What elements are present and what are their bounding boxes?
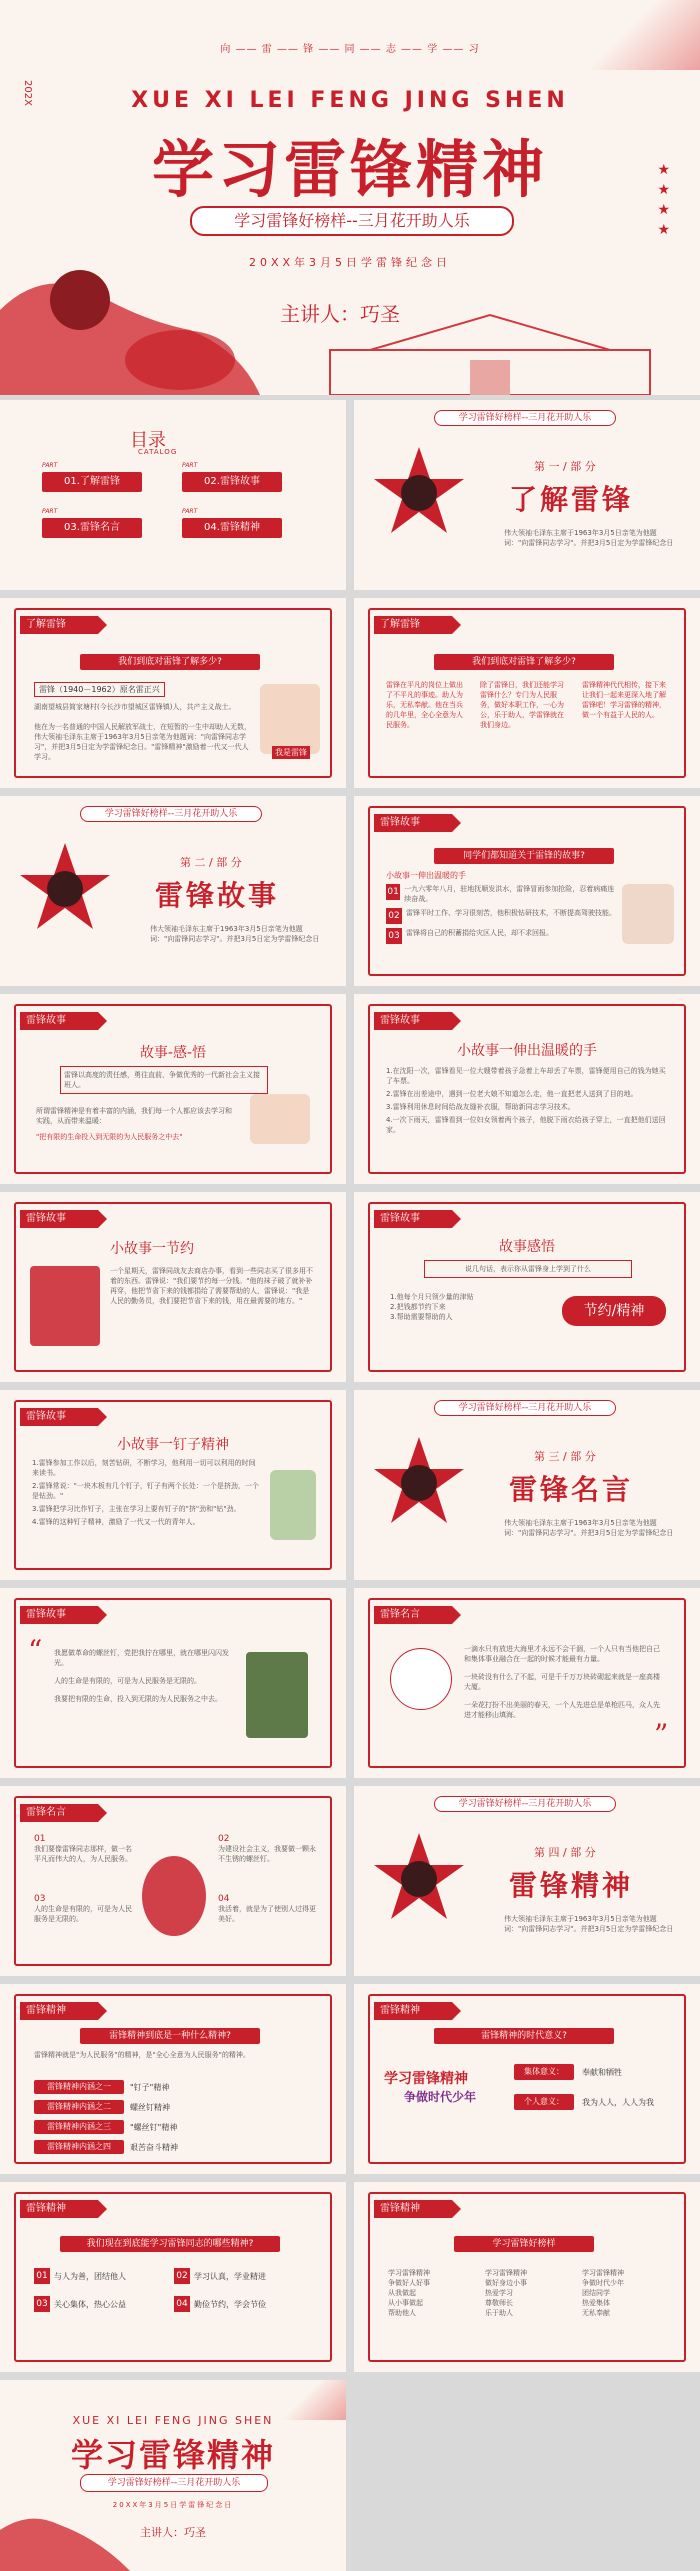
lei-feng-portrait-icon [0, 250, 260, 395]
era-significance-slide[interactable] [354, 1984, 700, 2174]
story-item: 01 一九六零年八月，驻地抚顺发洪水，雷锋冒雨参加抢险，忍着病痛连续奋战。 [387, 885, 615, 903]
quote-line: 我愿做革命的螺丝钉，党把我拧在哪里，就在哪里闪闪发光。 [54, 1649, 229, 1667]
story-text: 一个星期天，雷锋同战友去商店办事，看到一些同志买了很多用不着的东西。雷锋说："我们要节约每一分钱。"他的袜子破了就补补再穿，他把节省下来的钱都捐给了需要帮助的人，雷锋说："我是人民的勤务员，我们要把节省下来的钱，用在最需要的地方。" [110, 1267, 313, 1305]
intro-col-2: 除了雷锋日，我们还能学习雷锋什么？专门为人民服务，做好本职工作，一心为公，乐于助人，学雷锋就在我们身边。 [480, 681, 564, 729]
story-subtitle: 小故事一伸出温暖的手 [386, 871, 466, 880]
reflection-text: 所谓雷锋精神是有着丰富的内涵，我们每一个人都应该去学习和实践，从而带来温暖： [36, 1107, 232, 1125]
section-tag: 雷锋故事 [374, 814, 452, 832]
section-tag: 雷锋精神 [374, 2200, 452, 2218]
story-thrift-slide[interactable] [0, 1192, 346, 1382]
insight-line: 2.把钱都节约下来 [390, 1303, 446, 1311]
pinyin-title: XUE XI LEI FENG JING SHEN [131, 88, 569, 113]
section-tag: 了解雷锋 [374, 616, 452, 634]
question-banner: 我们现在到底能学习雷锋同志的哪些精神? [60, 2236, 280, 2252]
section-desc: 伟大领袖毛泽东主席于1963年3月5日亲笔为他题词："向雷锋同志学习"。并把3月5日定为学雷锋纪念日 [504, 1915, 674, 1933]
part-label: PART [42, 462, 58, 469]
section-3-slide[interactable] [354, 1390, 700, 1580]
story-item: 03 雷锋将自己的积蓄捐给灾区人民，却不求回报。 [386, 928, 616, 944]
question-banner: 我们到底对雷锋了解多少? [434, 654, 614, 670]
story-line: 4.雷锋的这种钉子精神，激励了一代又一代的青年人。 [32, 1518, 200, 1526]
section-tag: 雷锋故事 [374, 1012, 452, 1030]
meaning-value: "螺丝钉"精神 [130, 2122, 178, 2132]
meaning-value: 艰苦奋斗精神 [130, 2142, 178, 2152]
toc-item-2[interactable]: 02.雷锋故事 [182, 472, 282, 492]
story-line: 1.雷锋参加工作以后，刻苦钻研，不断学习，他利用一切可以利用的时间来读书。 [32, 1459, 256, 1477]
meaning-label: 雷锋精神内涵之四 [34, 2140, 124, 2154]
meaning-text: 雷锋精神就是"为人民服务"的精神，是"全心全意为人民服务"的精神。 [34, 2051, 250, 2059]
quote-text: 人的生命是有限的，可是为人民服务是无限的。 [34, 1905, 132, 1923]
section-tag: 雷锋名言 [20, 1804, 98, 1822]
question-banner: 同学们都知道关于雷锋的故事? [434, 848, 614, 864]
significance-value: 奉献和牺牲 [582, 2067, 622, 2077]
quote-line: 我要把有限的生命，投入到无限的为人民服务之中去。 [54, 1695, 222, 1703]
story-list-slide[interactable] [354, 796, 700, 986]
header-ribbon: 学习雷锋好榜样--三月花开助人乐 [80, 806, 262, 822]
close-quote-icon: ” [654, 1718, 669, 1751]
meaning-value: "钉子"精神 [130, 2082, 170, 2092]
section-tag: 雷锋故事 [374, 1210, 452, 1228]
insight-box: 说几句话，表示你从雷锋身上学到了什么 [424, 1260, 632, 1278]
part-number: 第 一 / 部 分 [534, 460, 596, 473]
section-desc: 伟大领袖毛泽东主席于1963年3月5日亲笔为他题词："向雷锋同志学习"。并把3月5日定为学雷锋纪念日 [504, 1519, 674, 1537]
quotes-grid-slide[interactable] [0, 1786, 346, 1976]
learn-item: 03 关心集体，热心公益 [34, 2296, 174, 2312]
section-title: 雷锋名言 [509, 1473, 634, 1506]
reflection-quote: "把有限的生命投入到无限的为人民服务之中去" [36, 1133, 183, 1141]
toc-item-1[interactable]: 01.了解雷锋 [42, 472, 142, 492]
quote-num: 02 [218, 1834, 230, 1844]
story-line: 4.一次下雨天，雷锋看到一位妇女领着两个孩子，他脱下雨衣给孩子穿上，一直把他们送回家。 [386, 1116, 666, 1134]
learn-item: 04 勤俭节约，学会节俭 [174, 2296, 314, 2312]
learn-item: 02 学习认真，学业精进 [174, 2268, 314, 2284]
section-title: 雷锋故事 [155, 879, 280, 912]
spirit-meaning-slide[interactable] [0, 1984, 346, 2174]
subtitle-ribbon: 学习雷锋好榜样--三月花开助人乐 [190, 206, 514, 236]
subtitle-ribbon: 学习雷锋好榜样--三月花开助人乐 [80, 2474, 268, 2492]
cartoon-elder-icon [622, 884, 674, 944]
story-title: 小故事一节约 [110, 1241, 194, 1257]
banner-line-2: 争做时代少年 [404, 2090, 477, 2104]
open-quote-icon: “ [28, 1634, 43, 1667]
section-1-slide[interactable] [354, 400, 700, 590]
story-title: 小故事一伸出温暖的手 [457, 1043, 597, 1059]
story-item: 02 雷锋平时工作、学习很刻苦，他积极钻研技术，不断提高驾驶技能。 [386, 908, 616, 924]
story-line: 3.雷锋利用休息时间给战友缝补衣服，帮助新同志学习技术。 [386, 1103, 575, 1111]
toc-item-4[interactable]: 04.雷锋精神 [182, 518, 282, 538]
quote-text: 我们要像雷锋同志那样，做一名平凡而伟大的人，为人民服务。 [34, 1845, 132, 1863]
header-ribbon: 学习雷锋好榜样--三月花开助人乐 [434, 410, 616, 426]
story-reflection-slide[interactable] [0, 994, 346, 1184]
learn-item: 01 与人为善，团结他人 [34, 2268, 174, 2284]
toc-title: 目录 [130, 430, 166, 451]
toc-catalog: CATALOG [138, 448, 178, 456]
main-title: 学习雷锋精神 [151, 133, 548, 206]
story-line: 2.雷锋在出差途中，遇到一位老大娘不知道怎么走，他一直把老人送到了目的地。 [386, 1090, 638, 1098]
section-tag: 雷锋精神 [20, 2200, 98, 2218]
intro-p2: 他在为一名普通的中国人民解放军战士，在短暂的一生中却助人无数，伟大领袖毛泽东主席于1963年3月5日亲笔为他题词："向雷锋同志学习"，并把3月5日定为学雷锋纪念日。"雷锋精神"激励着一代又一代人学习。 [34, 723, 251, 761]
toc-item-3[interactable]: 03.雷锋名言 [42, 518, 142, 538]
learn-spirit-slide[interactable] [0, 2182, 346, 2372]
lei-feng-portrait-icon [0, 2510, 130, 2571]
story-line: 3.雷锋把学习比作钉子，主张在学习上要有钉子的"挤"劲和"钻"劲。 [32, 1505, 241, 1513]
question-banner: 学习雷锋好榜样 [454, 2236, 594, 2252]
banner-line-1: 学习雷锋精神 [384, 2071, 468, 2087]
significance-label: 集体意义： [514, 2064, 574, 2080]
meaning-value: 螺丝钉精神 [130, 2102, 170, 2112]
cartoon-reader-icon [250, 1094, 310, 1144]
quotes-slide-1[interactable] [0, 1588, 346, 1778]
section-tag: 雷锋名言 [374, 1606, 452, 1624]
story-insight-slide[interactable] [354, 1192, 700, 1382]
section-2-slide[interactable] [0, 796, 346, 986]
story-title: 小故事一钉子精神 [117, 1437, 229, 1453]
quote-line: 人的生命是有限的，可是为人民服务是无限的。 [54, 1677, 201, 1685]
section-tag: 雷锋故事 [20, 1210, 98, 1228]
year-vertical: 202X [22, 80, 33, 106]
quote-num: 04 [218, 1894, 230, 1904]
quote-text: 我活着，就是为了使别人过得更美好。 [218, 1905, 316, 1923]
quote-num: 03 [34, 1894, 46, 1904]
intro-col-3: 雷锋精神代代相传，接下来让我们一起来更深入地了解雷锋吧！学习雷锋的精神，做一个有益于人民的人。 [582, 681, 666, 719]
sticker-label: 我是雷锋 [272, 746, 310, 759]
cannon-illustration-icon [390, 1648, 452, 1710]
part-number: 第 三 / 部 分 [534, 1450, 596, 1463]
cartoon-soldier-icon [270, 1470, 316, 1540]
section-desc: 伟大领袖毛泽东主席于1963年3月5日亲笔为他题词："向雷锋同志学习"。并把3月5日定为学雷锋纪念日 [504, 529, 674, 547]
soldier-poster-icon [30, 1266, 100, 1346]
star-portrait-icon [374, 1435, 464, 1525]
quote-line: 一滴水只有放进大海里才永远不会干涸，一个人只有当他把自己和集体事业融合在一起的时候才能最有力量。 [464, 1645, 660, 1663]
section-4-slide[interactable] [354, 1786, 700, 1976]
story-warm-hand-slide[interactable] [354, 994, 700, 1184]
pinyin-title: XUE XI LEI FENG JING SHEN [72, 2414, 274, 2427]
section-tag: 雷锋故事 [20, 1606, 98, 1624]
flag-decoration [580, 0, 700, 70]
intro-p1: 湖南望城县简家塘村(今长沙市望城区雷锋镇)人，共产主义战士。 [34, 703, 236, 711]
toc-slide[interactable] [0, 400, 346, 590]
meaning-label: 雷锋精神内涵之一 [34, 2080, 124, 2094]
model-col-2: 学习雷锋精神 做好身边小事 热爱学习 尊敬师长 乐于助人 [485, 2269, 527, 2317]
quote-num: 01 [34, 1834, 46, 1844]
thrift-badge: 节约/精神 [562, 1296, 666, 1326]
quote-line: 一朵花打扮不出美丽的春天，一个人先进总是单枪匹马，众人先进才能移山填海。 [464, 1701, 660, 1719]
question-banner: 雷锋精神到底是一种什么精神? [80, 2028, 260, 2044]
life-dates: 雷锋（1940－1962）原名雷正兴 [34, 682, 165, 697]
question-banner: 我们到底对雷锋了解多少? [80, 654, 260, 670]
soldier-medallion-icon [142, 1856, 206, 1936]
header-ribbon: 学习雷锋好榜样--三月花开助人乐 [434, 1796, 616, 1812]
story-line: 1.在沈阳一次，雷锋看见一位大嫂带着孩子急着上车却丢了车票，雷锋便用自己的钱为她买了车票。 [386, 1067, 666, 1085]
significance-value: 我为人人，人人为我 [582, 2097, 654, 2107]
intro-slide-2[interactable] [354, 598, 700, 788]
date-line: 20XX年3月5日学雷锋纪念日 [248, 256, 452, 269]
quote-text: 为建设社会主义，我要做一颗永不生锈的螺丝钉。 [218, 1845, 316, 1863]
part-number: 第 二 / 部 分 [180, 856, 242, 869]
presenter: 主讲人：巧圣 [280, 302, 400, 326]
soldier-portrait-icon [246, 1652, 308, 1738]
part-label: PART [182, 462, 198, 469]
top-motto: 向 —— 雷 —— 锋 —— 同 —— 志 —— 学 —— 习 [220, 44, 480, 55]
story-nail-slide[interactable] [0, 1390, 346, 1580]
meaning-label: 雷锋精神内涵之三 [34, 2120, 124, 2134]
insight-title: 故事感悟 [499, 1239, 555, 1255]
section-title: 了解雷锋 [509, 483, 634, 516]
section-tag: 雷锋精神 [374, 2002, 452, 2020]
intro-col-1: 雷锋在平凡的岗位上做出了不平凡的事迹。助人为乐，无私奉献。他在当兵的几年里，全心全意为人民服务。 [386, 681, 463, 729]
part-label: PART [42, 508, 58, 515]
presenter: 主讲人：巧圣 [140, 2526, 206, 2539]
section-title: 雷锋精神 [509, 1869, 634, 1902]
section-tag: 了解雷锋 [20, 616, 98, 634]
role-model-slide[interactable] [354, 2182, 700, 2372]
model-col-1: 学习雷锋精神 争做好人好事 从我做起 从小事做起 帮助他人 [388, 2269, 430, 2317]
question-banner: 雷锋精神的时代意义? [434, 2028, 614, 2044]
insight-line: 3.帮助需要帮助的人 [390, 1313, 453, 1321]
section-tag: 雷锋故事 [20, 1408, 98, 1426]
cartoon-kids-icon [260, 684, 320, 754]
main-title: 学习雷锋精神 [70, 2436, 275, 2474]
star-portrait-icon [374, 1831, 464, 1921]
intro-slide-1[interactable] [0, 598, 346, 788]
part-label: PART [182, 508, 198, 515]
cover-slide[interactable] [0, 0, 700, 395]
ending-slide[interactable] [0, 2380, 346, 2571]
date-line: 20XX年3月5日学雷锋纪念日 [112, 2501, 234, 2509]
insight-line: 1.他每个月只领少量的津贴 [390, 1293, 474, 1301]
reflection-box: 雷锋以高度的责任感，勇往直前，争做优秀的一代新社会主义接班人。 [60, 1066, 268, 1094]
tiananmen-icon [300, 290, 680, 395]
model-col-3: 学习雷锋精神 争做时代少年 团结同学 热爱集体 无私奉献 [582, 2269, 624, 2317]
stars-decoration: ★ ★ ★ ★ [657, 162, 670, 238]
section-tag: 雷锋故事 [20, 1012, 98, 1030]
significance-label: 个人意义： [514, 2094, 574, 2110]
section-tag: 雷锋精神 [20, 2002, 98, 2020]
story-line: 2.雷锋常说："一块木板有几个钉子，钉子有两个长处：一个是挤劲，一个是钻劲。" [32, 1482, 259, 1500]
reflection-title: 故事-感-悟 [139, 1045, 207, 1061]
header-ribbon: 学习雷锋好榜样--三月花开助人乐 [434, 1400, 616, 1416]
section-desc: 伟大领袖毛泽东主席于1963年3月5日亲笔为他题词："向雷锋同志学习"。并把3月5日定为学雷锋纪念日 [150, 925, 320, 943]
meaning-label: 雷锋精神内涵之二 [34, 2100, 124, 2114]
star-portrait-icon [20, 841, 110, 931]
quote-line: 一块砖没有什么了不起，可是千千万万块砖砌起来就是一座高楼大厦。 [464, 1673, 660, 1691]
part-number: 第 四 / 部 分 [534, 1846, 596, 1859]
star-portrait-icon [374, 445, 464, 535]
quotes-slide-2[interactable] [354, 1588, 700, 1778]
